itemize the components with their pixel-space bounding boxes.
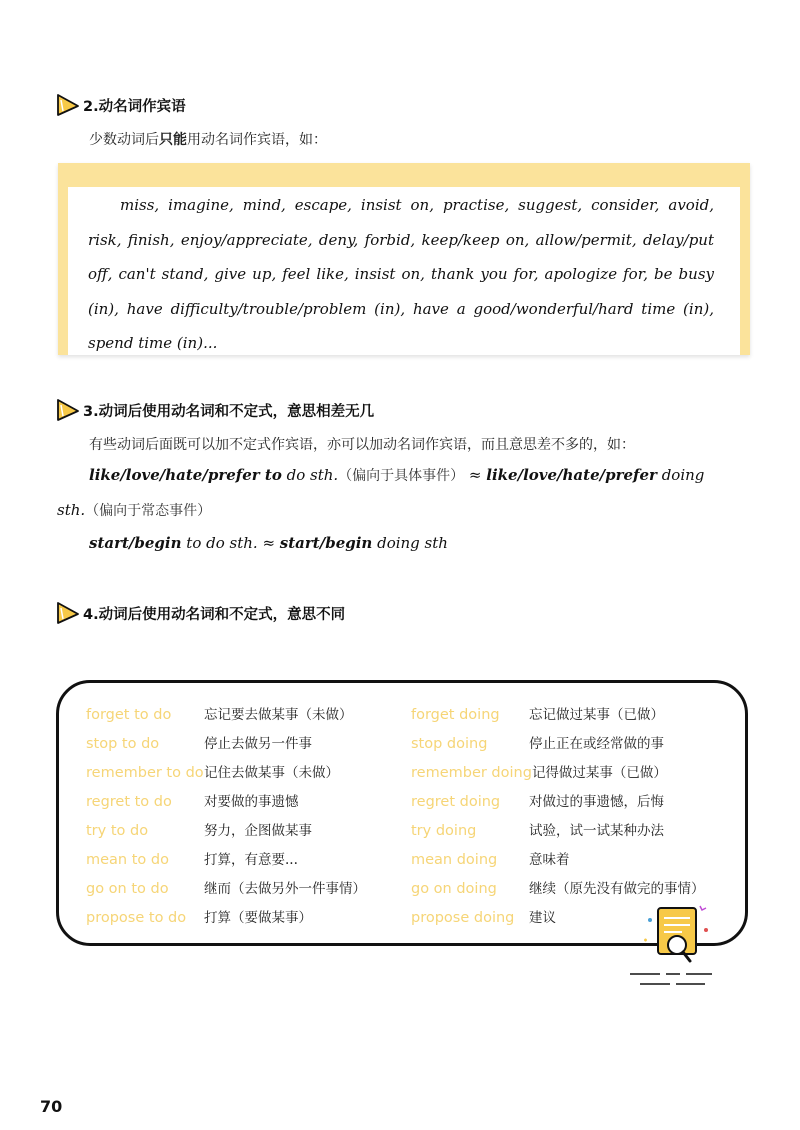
right-phrase: try doing xyxy=(411,823,477,839)
table-row-left xyxy=(86,703,353,723)
left-phrase: try to do xyxy=(86,823,149,839)
left-phrase: regret to do xyxy=(86,794,172,810)
right-meaning: 建议 xyxy=(529,910,556,926)
table-row-left xyxy=(86,732,312,752)
section-3-title: 3.动词后使用动名词和不定式，意思相差无几 xyxy=(83,403,375,420)
table-row-left xyxy=(86,761,339,781)
table-row-right xyxy=(411,848,570,868)
table-row-right xyxy=(411,790,664,810)
table-row-right xyxy=(411,877,705,897)
table-row-left xyxy=(86,790,299,810)
table-row-right xyxy=(411,703,664,723)
table-row-right xyxy=(411,819,664,839)
verb-list-text: miss, imagine, mind, escape, insist on, practise, suggest, consider, avoid, risk, finish, enjoy/appreciate, deny, forbid, keep/keep on, allow/permit, delay/put off, can't stand, give up, feel like, insist on, thank you for, apologize for, be busy (in), have difficulty/trouble/problem (in), have a good/wonderful/hard time (in), spend time (in)... xyxy=(88,196,714,352)
right-phrase: forget doing xyxy=(411,707,500,723)
left-phrase: stop to do xyxy=(86,736,160,752)
right-meaning: 意味着 xyxy=(529,852,570,868)
left-phrase: propose to do xyxy=(86,910,187,926)
table-row-right xyxy=(411,761,667,781)
table-row-left xyxy=(86,906,312,926)
left-phrase: forget to do xyxy=(86,707,172,723)
right-phrase: regret doing xyxy=(411,794,501,810)
section-2-intro: 少数动词后只能用动名词作宾语，如： xyxy=(89,132,327,148)
example-sentence-1-continued: sth.（偏向于常态事件） xyxy=(57,501,212,519)
section-4-title: 4.动词后使用动名词和不定式，意思不同 xyxy=(83,606,346,623)
page-number: 70 xyxy=(40,1097,63,1116)
example-sentence-1: like/love/hate/prefer to do sth.（偏向于具体事件） ≈ like/love/hate/prefer doing xyxy=(89,466,705,484)
document-magnifier-icon xyxy=(620,900,720,995)
right-meaning: 继续（原先没有做完的事情） xyxy=(529,881,705,897)
left-meaning: 记住去做某事（未做） xyxy=(204,765,339,781)
left-meaning: 继而（去做另外一件事情） xyxy=(204,881,366,897)
section-2-title: 2.动名词作宾语 xyxy=(83,98,186,115)
left-meaning: 忘记要去做某事（未做） xyxy=(204,707,353,723)
example-sentence-2: start/begin to do sth. ≈ start/begin doing sth xyxy=(89,534,448,552)
left-phrase: go on to do xyxy=(86,881,169,897)
right-meaning: 试验，试一试某种办法 xyxy=(529,823,664,839)
table-row-left xyxy=(86,819,312,839)
right-meaning: 记得做过某事（已做） xyxy=(531,765,667,781)
left-meaning: 停止去做另一件事 xyxy=(204,736,312,752)
table-row-left xyxy=(86,877,366,897)
left-meaning: 对要做的事遗憾 xyxy=(204,794,299,810)
table-row-right xyxy=(411,732,664,752)
flag-icon xyxy=(55,601,81,625)
section-3-intro: 有些动词后面既可以加不定式作宾语，亦可以加动名词作宾语，而且意思差不多的，如： xyxy=(89,437,635,453)
right-phrase: remember doing xyxy=(411,765,532,781)
left-meaning: 努力，企图做某事 xyxy=(204,823,312,839)
right-phrase: stop doing xyxy=(411,736,488,752)
section-4-heading xyxy=(55,601,345,625)
left-meaning: 打算，有意要... xyxy=(204,852,298,868)
left-phrase: mean to do xyxy=(86,852,169,868)
verb-list-box xyxy=(58,163,750,355)
flag-icon xyxy=(55,398,81,422)
flag-icon xyxy=(55,93,81,117)
right-phrase: propose doing xyxy=(411,910,515,926)
table-row-left xyxy=(86,848,298,868)
right-phrase: go on doing xyxy=(411,881,497,897)
right-phrase: mean doing xyxy=(411,852,498,868)
right-meaning: 对做过的事遗憾，后悔 xyxy=(529,794,664,810)
left-phrase: remember to do xyxy=(86,765,204,781)
table-row-right xyxy=(411,906,556,926)
right-meaning: 停止正在或经常做的事 xyxy=(529,736,664,752)
left-meaning: 打算（要做某事） xyxy=(204,910,312,926)
section-2-heading xyxy=(55,93,186,117)
section-3-heading xyxy=(55,398,374,422)
right-meaning: 忘记做过某事（已做） xyxy=(529,707,664,723)
